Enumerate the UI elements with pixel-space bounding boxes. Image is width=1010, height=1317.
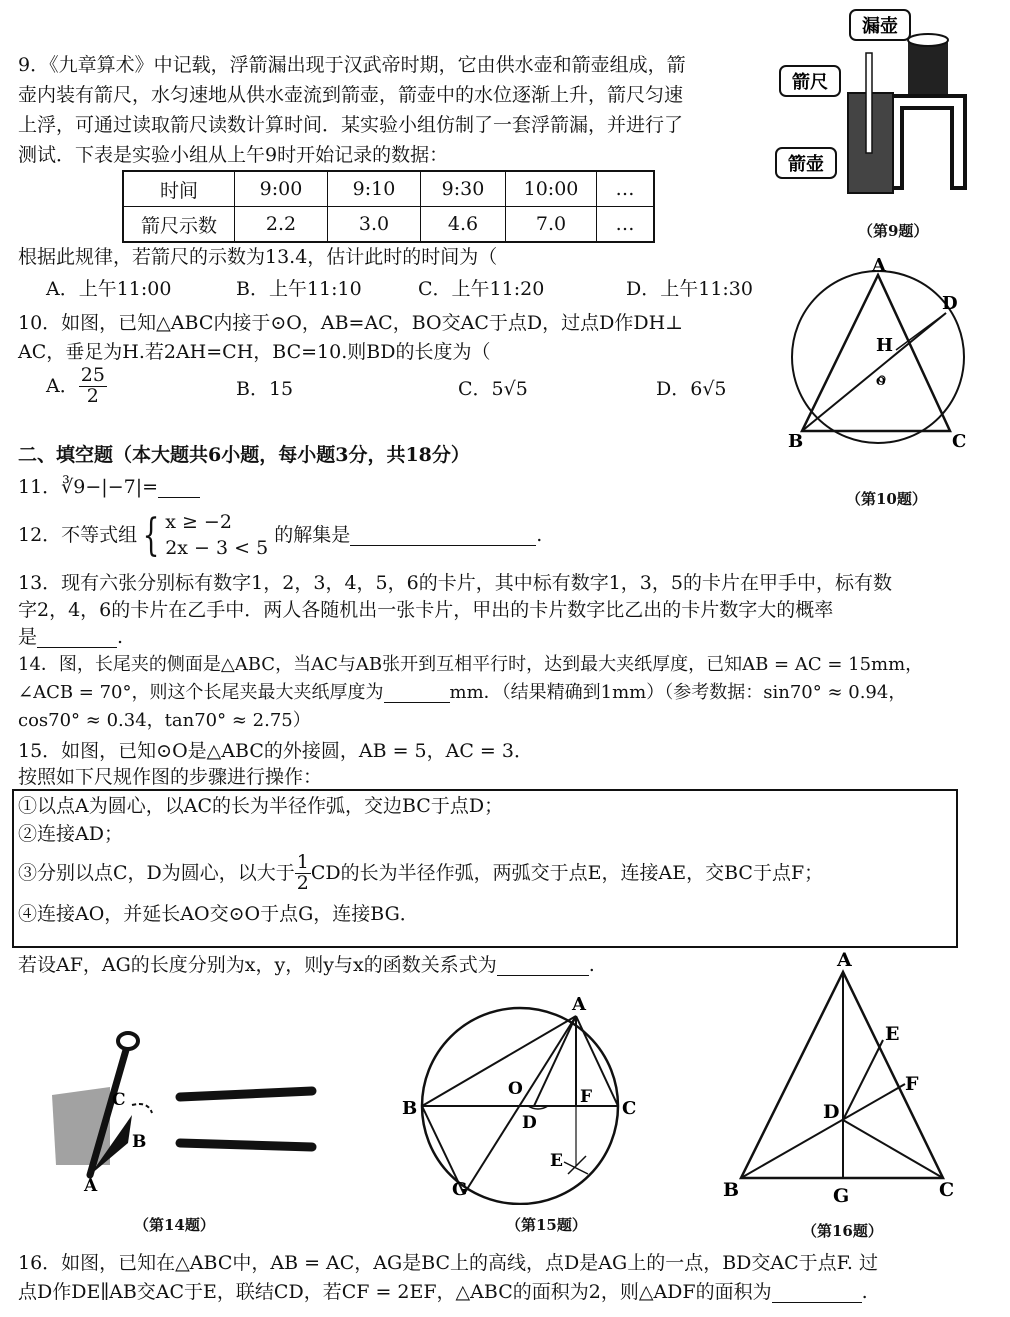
q15-line1: 15．如图，已知⊙O是△ABC的外接圆，AB = 5，AC = 3．	[18, 740, 533, 762]
label-pot: 漏壶	[862, 16, 898, 37]
q10-option-d: D．6√5	[656, 378, 727, 400]
q9-line3: 上浮，可通过读取箭尺读数计算时间．某实验小组仿制了一套浮箭漏，并进行了	[18, 114, 684, 136]
q13-line1: 13．现有六张分别标有数字1，2，3，4，5，6的卡片，其中标有数字1，3，5的卡片在甲手中，标有数	[18, 572, 892, 594]
supply-pot-lid	[908, 34, 948, 46]
point-b: B	[132, 1132, 147, 1152]
point-a: A	[837, 950, 852, 971]
q10-option-a-fraction	[79, 366, 107, 407]
q9-line4: 测试．下表是实验小组从上午9时开始记录的数据：	[18, 144, 449, 166]
q9-line2: 壶内装有箭尺，水匀速地从供水壶流到箭壶，箭壶中的水位逐渐上升，箭尺匀速	[18, 84, 684, 106]
point-c: C	[952, 431, 967, 452]
point-g: G	[833, 1185, 850, 1207]
point-c: C	[939, 1179, 955, 1201]
answer-blank	[37, 628, 117, 648]
q15-step3a: ③分别以点C，D为圆心，以大于	[18, 861, 295, 884]
q13-line3-text: 是	[18, 626, 38, 648]
q10-option-b: B．15	[236, 378, 294, 400]
q10-option-a	[46, 366, 107, 407]
q14-figure	[40, 1025, 340, 1195]
point-e: E	[885, 1023, 900, 1045]
table-cell: 3.0	[328, 207, 421, 243]
q10-figure	[782, 255, 982, 465]
point-h: H	[876, 335, 894, 356]
q9-caption: （第9题）	[858, 222, 929, 240]
table-row	[123, 171, 654, 207]
stand-shape	[890, 96, 965, 188]
segment-bd	[802, 313, 946, 431]
q10-line2: AC，垂足为H.若2AH=CH，BC=10.则BD的长度为（	[18, 341, 491, 363]
q11-text	[18, 478, 200, 498]
inequality-1: x ≥ −2	[165, 511, 232, 533]
q10-option-a-label: A．	[46, 374, 79, 397]
answer-blank	[384, 684, 450, 703]
q9-figure	[770, 8, 970, 208]
q16-caption: （第16题）	[802, 1222, 883, 1240]
ruler-shape	[866, 53, 872, 153]
q14-line2	[18, 684, 906, 703]
q9-option-a: A．上午11:00	[46, 278, 172, 300]
q14-line1: 14．图，长尾夹的侧面是△ABC，当AC与AB张开到互相平行时，达到最大夹纸厚度，已知AB = AC = 15mm，	[18, 654, 924, 675]
table-cell: 10:00	[506, 171, 597, 207]
q14-line3: cos70° ≈ 0.34，tan70° ≈ 2.75）	[18, 710, 311, 731]
q14-line2a: ∠ACB = 70°，则这个长尾夹最大夹纸厚度为	[18, 682, 384, 703]
table-cell: 7.0	[506, 207, 597, 243]
segment-ad	[534, 1016, 576, 1106]
q15-question-text: 若设AF，AG的长度分别为x，y，则y与x的函数关系式为	[18, 954, 497, 976]
table-cell: …	[597, 171, 655, 207]
brace-glyph: {	[142, 509, 160, 561]
point-c: C	[622, 1098, 637, 1119]
q9-line1: 9．《九章算术》中记载，浮箭漏出现于汉武帝时期，它由供水壶和箭壶组成，箭	[18, 54, 686, 76]
fraction-denominator: 2	[296, 871, 309, 894]
label-ruler: 箭尺	[792, 72, 828, 93]
fraction-denominator: 2	[86, 384, 99, 407]
period: .	[117, 626, 124, 648]
table-cell: 9:30	[421, 171, 506, 207]
q11-stem: 11．∛9−|−7|=	[18, 476, 159, 498]
q15-caption: （第15题）	[506, 1216, 587, 1234]
clip-arm-upper	[180, 1091, 312, 1097]
q12-prefix: 12．不等式组	[18, 524, 138, 547]
q14-line2b: mm．（结果精确到1mm）（参考数据：sin70° ≈ 0.94，	[449, 682, 907, 703]
clip-arm-lower	[180, 1143, 312, 1147]
point-o: O	[508, 1079, 523, 1099]
q12-suffix: 的解集是	[274, 524, 351, 547]
q16-line2	[18, 1283, 868, 1303]
q9-option-b: B．上午11:10	[236, 278, 362, 300]
q15-step4: ④连接AO，并延长AO交⊙O于点G，连接BG．	[18, 903, 419, 925]
inequality-system	[165, 510, 268, 561]
q14-caption: （第14题）	[134, 1216, 215, 1234]
section-2-heading: 二、填空题（本大题共6小题，每小题3分，共18分）	[18, 444, 470, 466]
table-cell: 箭尺示数	[123, 207, 235, 243]
table-row	[123, 207, 654, 243]
q15-steps-box	[12, 789, 958, 948]
q10-line1: 10．如图，已知△ABC内接于⊙O，AB=AC，BO交AC于点D，过点D作DH⊥	[18, 312, 684, 334]
clip-handle-loop	[118, 1033, 138, 1049]
point-b: B	[723, 1179, 740, 1201]
q9-data-table	[122, 170, 655, 243]
q9-option-c: C．上午11:20	[418, 278, 545, 300]
table-cell: …	[597, 207, 655, 243]
point-c: C	[112, 1090, 126, 1110]
q15-step3b: CD的长为半径作弧，两弧交于点E，连接AE，交BC于点F；	[310, 861, 824, 884]
q15-question	[18, 956, 595, 976]
q9-question: 根据此规律，若箭尺的示数为13.4，估计此时的时间为（	[18, 246, 498, 268]
q15-step2: ②连接AD；	[18, 823, 123, 845]
label-vessel: 箭壶	[788, 154, 824, 175]
point-e: E	[550, 1151, 563, 1171]
point-a: A	[872, 255, 886, 276]
q15-step3	[18, 853, 823, 894]
point-a: A	[84, 1176, 98, 1195]
point-a: A	[572, 994, 586, 1015]
q15-figure	[400, 990, 650, 1205]
period: .	[536, 524, 543, 547]
point-d: D	[823, 1101, 840, 1123]
q16-line2-text: 点D作DE∥AB交AC于E，联结CD，若CF = 2EF，△ABC的面积为2，则△ADF的面积为	[18, 1281, 772, 1303]
inequality-2: 2x − 3 < 5	[165, 536, 269, 559]
fraction-numerator: 25	[80, 364, 105, 386]
q15-line2: 按照如下尺规作图的步骤进行操作：	[18, 766, 323, 788]
answer-blank	[158, 478, 200, 498]
q15-step1: ①以点A为圆心，以AC的长为半径作弧，交边BC于点D；	[18, 795, 504, 817]
answer-blank	[497, 956, 589, 976]
point-d: D	[942, 293, 958, 314]
q16-figure	[715, 950, 975, 1210]
segment-ab	[422, 1016, 576, 1106]
point-b: B	[402, 1098, 418, 1119]
q12-text	[18, 510, 542, 561]
q13-line3	[18, 628, 123, 648]
point-f: F	[580, 1087, 593, 1107]
point-b: B	[788, 431, 804, 452]
table-cell: 4.6	[421, 207, 506, 243]
period: .	[588, 954, 595, 976]
point-o: O	[876, 375, 886, 388]
q10-caption: （第10题）	[846, 490, 927, 508]
answer-blank	[772, 1283, 862, 1303]
q13-line2: 字2，4，6的卡片在乙手中．两人各随机出一张卡片，甲出的卡片数字比乙出的卡片数字大的概率	[18, 599, 834, 621]
table-cell: 9:10	[328, 171, 421, 207]
fraction-numerator: 1	[296, 851, 309, 873]
table-cell: 9:00	[235, 171, 328, 207]
table-cell: 时间	[123, 171, 235, 207]
q16-line1: 16．如图，已知在△ABC中，AB = AC，AG是BC上的高线，点D是AG上的一点，BD交AC于点F. 过	[18, 1252, 878, 1274]
point-d: D	[522, 1113, 537, 1133]
point-f: F	[905, 1073, 919, 1095]
answer-blank	[350, 526, 536, 546]
table-cell: 2.2	[235, 207, 328, 243]
arc-shape	[132, 1104, 152, 1113]
q15-step3-fraction	[295, 853, 311, 894]
point-g: G	[452, 1179, 468, 1200]
period: .	[861, 1281, 868, 1303]
q9-option-d: D．上午11:30	[626, 278, 753, 300]
q10-option-c: C．5√5	[458, 378, 528, 400]
